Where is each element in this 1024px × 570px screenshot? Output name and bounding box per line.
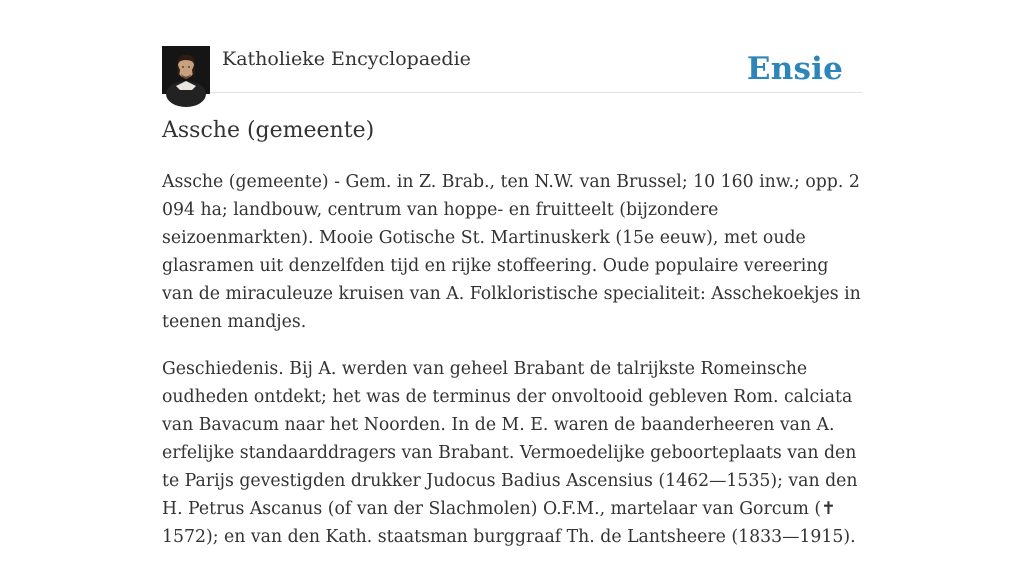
page-title: Assche (gemeente) <box>162 118 375 143</box>
site-name[interactable]: Katholieke Encyclopaedie <box>222 48 471 70</box>
portrait-image <box>162 46 210 94</box>
site-header <box>162 46 862 93</box>
portrait-avatar-icon[interactable] <box>162 46 210 94</box>
article-body <box>162 168 862 570</box>
brand-logo-link[interactable]: Ensie <box>746 51 843 87</box>
article-paragraph: Geschiedenis. Bij A. werden van geheel Brabant de talrijkste Romeinsche oudheden ontdekt; het was de terminus der onvoltooid gebleven Rom. calciata van Bavacum naar het Noorden. In de M. E. waren de baanderheeren van A. erfelijke standaarddragers van Brabant. Vermoedelijke geboorteplaats van den te Parijs gevestigden drukker Judocus Badius Ascensius (1462—1535); van den H. Petrus Ascanus (of van der Slachmolen) O.F.M., martelaar van Gorcum (✝ 1572); en van den Kath. staatsman burggraaf Th. de Lantsheere (1833—1915). <box>162 359 858 547</box>
article-paragraph: Assche (gemeente) - Gem. in Z. Brab., ten N.W. van Brussel; 10 160 inw.; opp. 2 094 ha; landbouw, centrum van hoppe- en fruitteelt (bijzondere seizoenmarkten). Mooie Gotische St. Martinuskerk (15e eeuw), met oude glasramen uit denzelfden tijd en rijke stoffeering. Oude populaire vereering van de miraculeuze kruisen van A. Folkloristische specialiteit: Asschekoekjes in teenen mandjes. <box>162 172 861 332</box>
